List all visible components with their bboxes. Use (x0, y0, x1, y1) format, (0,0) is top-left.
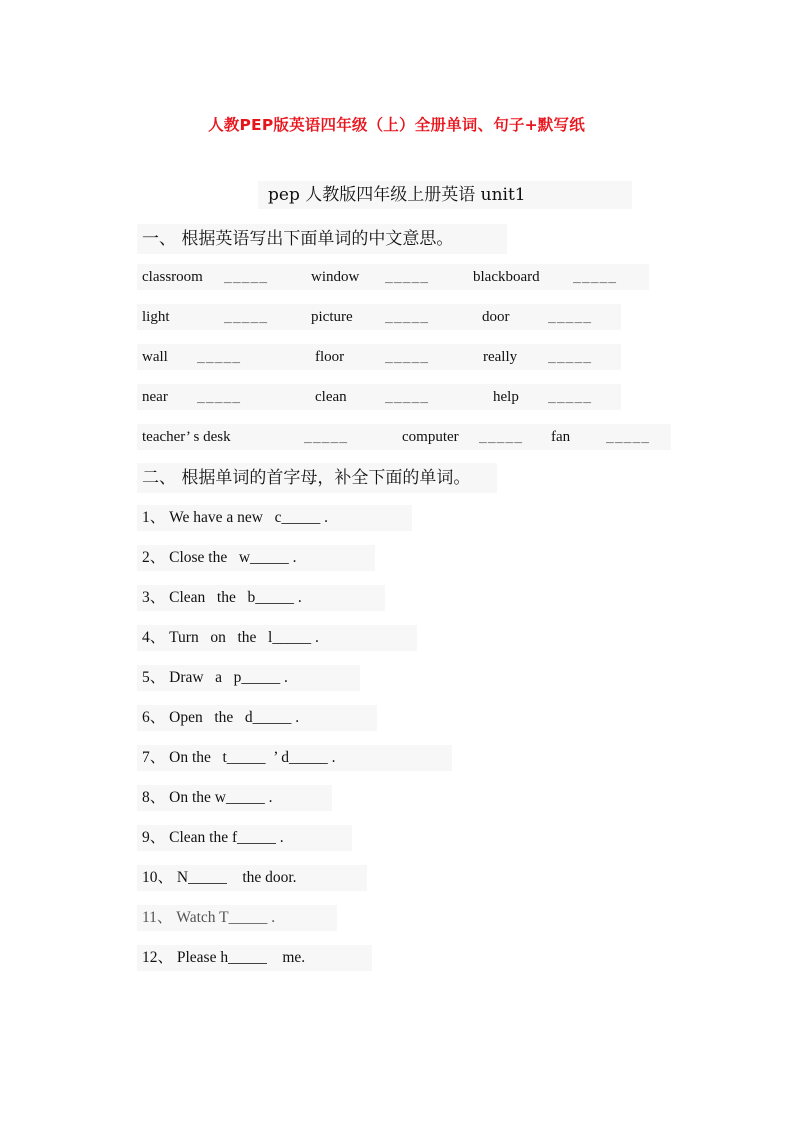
word: classroom (142, 269, 203, 285)
section2-heading: 二、 根据单词的首字母，补全下面的单词。 (137, 463, 497, 493)
answer-blank[interactable]: _____ (548, 389, 593, 404)
answer-blank[interactable]: _____ (385, 349, 430, 364)
answer-blank[interactable]: _____ (548, 349, 593, 364)
word-row-5 (137, 424, 671, 450)
sentence-9[interactable]: 9、 Clean the f_____ . (137, 825, 352, 851)
sentence-1[interactable]: 1、 We have a new c_____ . (137, 505, 412, 531)
word: fan (551, 429, 571, 445)
sentence-3[interactable]: 3、 Clean the b_____ . (137, 585, 385, 611)
document-title: 人教PEP版英语四年级（上）全册单词、句子+默写纸 (208, 116, 585, 134)
answer-blank[interactable]: _____ (385, 269, 430, 284)
answer-blank[interactable]: _____ (548, 309, 593, 324)
word: blackboard (473, 269, 540, 285)
answer-blank[interactable]: _____ (224, 269, 269, 284)
word: near (142, 389, 168, 405)
word: picture (311, 309, 353, 325)
sentence-12[interactable]: 12、 Please h_____ me. (137, 945, 372, 971)
word: floor (315, 349, 345, 365)
word-row-4 (137, 384, 621, 410)
word: light (142, 309, 170, 325)
answer-blank[interactable]: _____ (304, 429, 349, 444)
unit-subtitle: pep 人教版四年级上册英语 unit1 (258, 181, 632, 209)
sentence-8[interactable]: 8、 On the w_____ . (137, 785, 332, 811)
answer-blank[interactable]: _____ (573, 269, 618, 284)
answer-blank[interactable]: _____ (197, 389, 242, 404)
answer-blank[interactable]: _____ (224, 309, 269, 324)
section1-heading: 一、 根据英语写出下面单词的中文意思。 (137, 224, 507, 254)
word: really (483, 349, 518, 365)
answer-blank[interactable]: _____ (385, 309, 430, 324)
word: clean (315, 389, 347, 405)
word: teacher’ s desk (142, 429, 231, 445)
sentence-5[interactable]: 5、 Draw a p_____ . (137, 665, 360, 691)
sentence-4[interactable]: 4、 Turn on the l_____ . (137, 625, 417, 651)
word-row-3 (137, 344, 621, 370)
word: computer (402, 429, 459, 445)
sentence-10[interactable]: 10、 N_____ the door. (137, 865, 367, 891)
sentence-7[interactable]: 7、 On the t_____ ’ d_____ . (137, 745, 452, 771)
word: window (311, 269, 360, 285)
sentence-11[interactable]: 11、 Watch T_____ . (137, 905, 337, 931)
answer-blank[interactable]: _____ (479, 429, 524, 444)
word: help (493, 389, 519, 405)
word: door (482, 309, 510, 325)
word-row-1 (137, 264, 649, 290)
answer-blank[interactable]: _____ (197, 349, 242, 364)
sentence-2[interactable]: 2、 Close the w_____ . (137, 545, 375, 571)
word: wall (142, 349, 168, 365)
answer-blank[interactable]: _____ (606, 429, 651, 444)
sentence-6[interactable]: 6、 Open the d_____ . (137, 705, 377, 731)
word-row-2 (137, 304, 621, 330)
answer-blank[interactable]: _____ (385, 389, 430, 404)
